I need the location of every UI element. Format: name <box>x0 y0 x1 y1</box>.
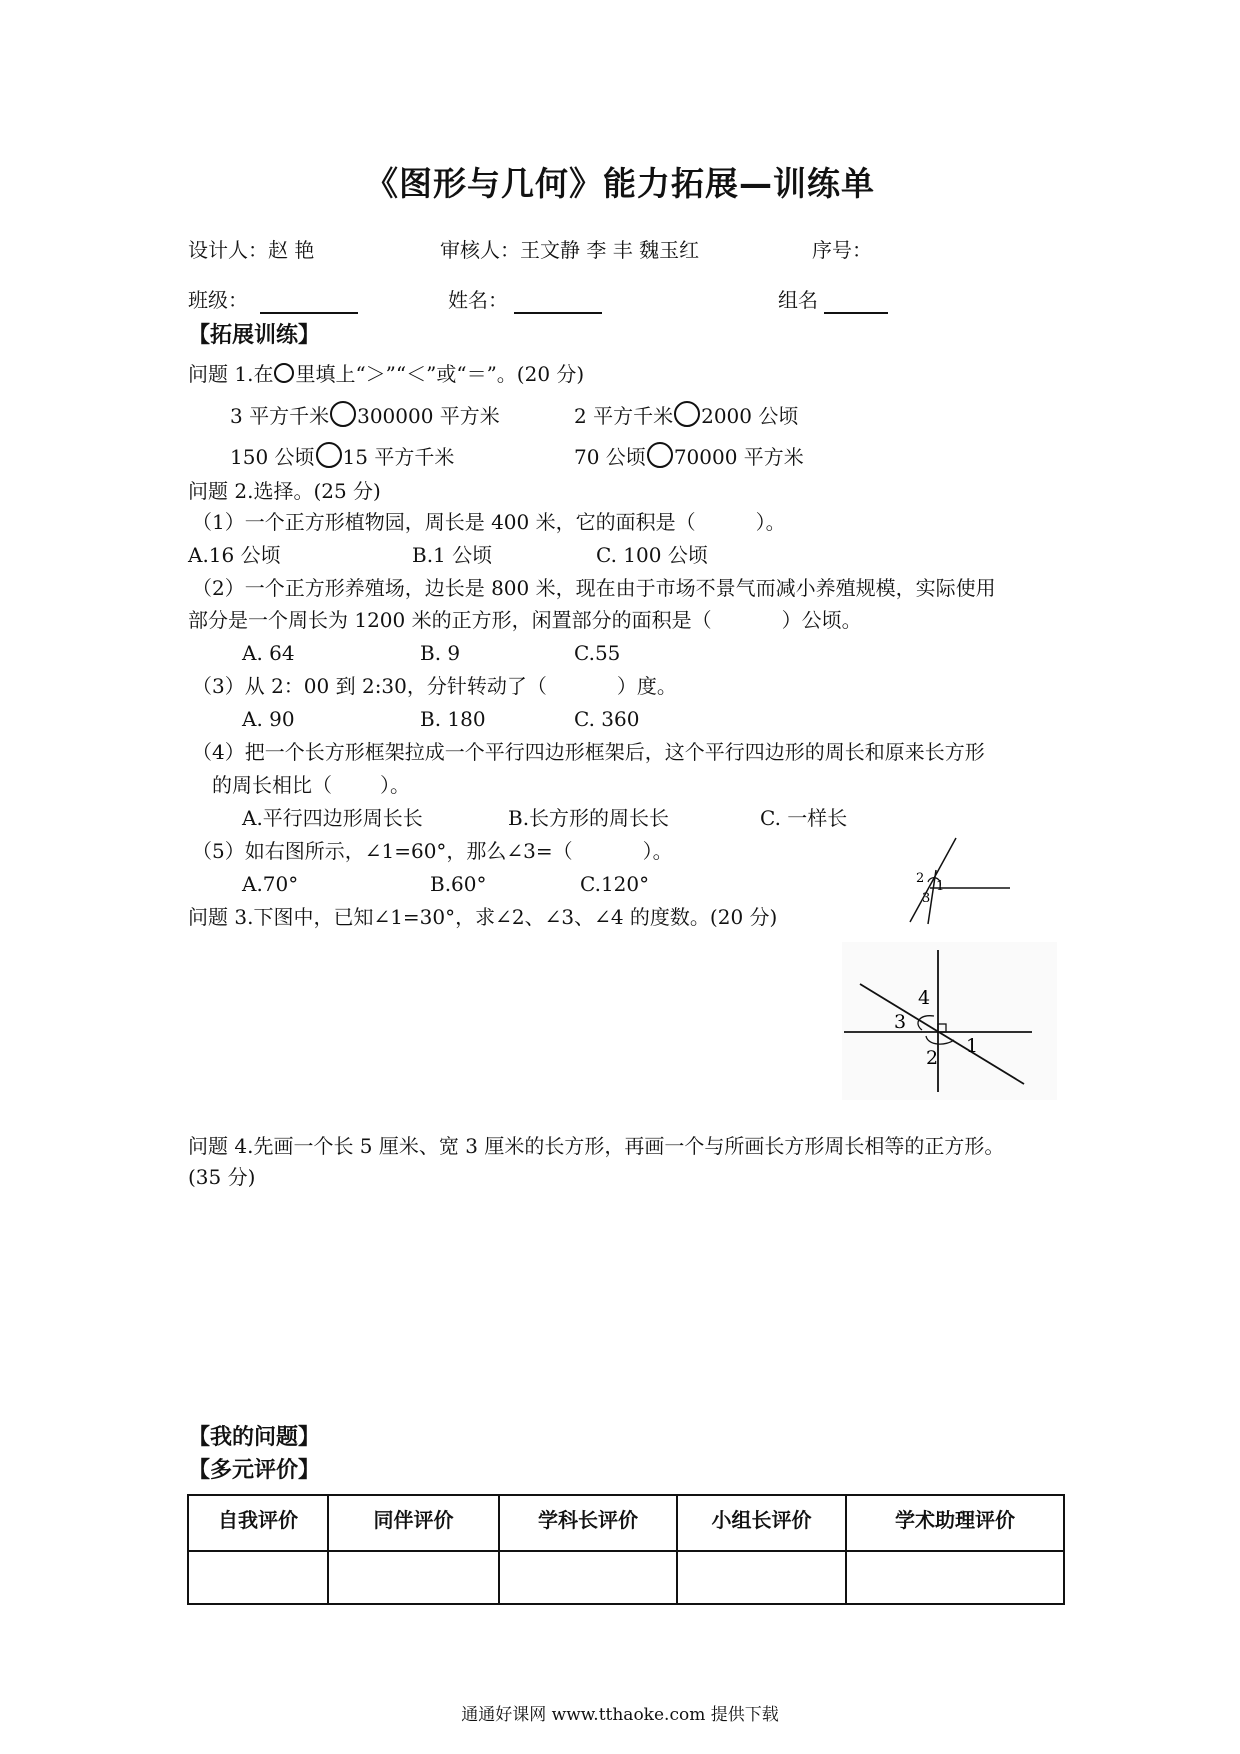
header-subject-lead: 学科长评价 <box>499 1495 677 1551</box>
compare-circle[interactable] <box>330 401 356 427</box>
q2-sub5-option-c[interactable]: C.120° <box>580 872 650 896</box>
name-label: 姓名： <box>448 288 508 312</box>
cell-academic-assistant[interactable] <box>846 1551 1064 1604</box>
group-blank[interactable] <box>824 290 888 314</box>
q4-line1: 问题 4.先画一个长 5 厘米、宽 3 厘米的长方形，再画一个与所画长方形周长相等的正方形。 <box>188 1134 1005 1158</box>
angle-label-4: 4 <box>918 987 931 1009</box>
angle-figure-small <box>900 830 1020 926</box>
group-field[interactable] <box>778 286 888 314</box>
angle-label-2: 2 <box>926 1047 939 1069</box>
cell-subject-lead[interactable] <box>499 1551 677 1604</box>
q2-sub3-option-a[interactable]: A. 90 <box>242 707 295 731</box>
q2-sub1-option-b[interactable]: B.1 公顷 <box>412 543 493 567</box>
q2-sub4-option-b[interactable]: B.长方形的周长长 <box>508 806 670 830</box>
reviewer: 审核人：王文静 李 丰 魏玉红 <box>440 238 700 262</box>
q4-line2: (35 分) <box>188 1165 256 1189</box>
q3-stem: 问题 3.下图中，已知∠1=30°，求∠2、∠3、∠4 的度数。(20 分) <box>188 905 778 929</box>
q2-sub2-option-b[interactable]: B. 9 <box>420 641 461 665</box>
table-row <box>188 1551 1064 1604</box>
name-field[interactable] <box>448 286 602 314</box>
q2-sub1-option-a[interactable]: A.16 公顷 <box>188 543 281 567</box>
angle-figure-q3 <box>842 942 1057 1100</box>
cell-group-lead[interactable] <box>677 1551 846 1604</box>
q2-sub4-line1: （4）把一个长方形框架拉成一个平行四边形框架后，这个平行四边形的周长和原来长方形 <box>192 740 985 764</box>
table-header-row <box>188 1495 1064 1551</box>
q2-sub5-option-b[interactable]: B.60° <box>430 872 487 896</box>
q2-sub2-option-a[interactable]: A. 64 <box>242 641 295 665</box>
q2-sub4-line2: 的周长相比（ ）。 <box>212 773 410 797</box>
angle-label-2: 2 <box>916 871 925 886</box>
q2-sub4-option-c[interactable]: C. 一样长 <box>760 806 848 830</box>
evaluation-title: 【多元评价】 <box>188 1458 321 1483</box>
q2-sub3-option-c[interactable]: C. 360 <box>574 707 640 731</box>
group-label: 组名 <box>778 288 818 312</box>
q2-sub5-option-a[interactable]: A.70° <box>242 872 299 896</box>
q2-sub2-option-c[interactable]: C.55 <box>574 641 621 665</box>
serial-label: 序号： <box>812 238 872 262</box>
class-label: 班级： <box>188 288 248 312</box>
class-field[interactable] <box>188 286 358 314</box>
angle-label-1: 1 <box>936 879 945 894</box>
q2-sub1-option-c[interactable]: C. 100 公顷 <box>596 543 708 567</box>
header-group-lead: 小组长评价 <box>677 1495 846 1551</box>
q2-sub3-option-b[interactable]: B. 180 <box>420 707 486 731</box>
q1-item-1: 3 平方千米 300000 平方米 <box>230 401 500 430</box>
header-academic-assistant: 学术助理评价 <box>846 1495 1064 1551</box>
evaluation-table <box>187 1494 1065 1605</box>
compare-circle[interactable] <box>647 442 673 468</box>
footer-text: 通通好课网 www.tthaoke.com 提供下载 <box>461 1705 779 1725</box>
my-questions-title: 【我的问题】 <box>188 1425 321 1450</box>
q2-sub1: （1）一个正方形植物园，周长是 400 米，它的面积是（ ）。 <box>192 510 786 534</box>
q1-item-4: 70 公顷 70000 平方米 <box>574 442 804 471</box>
angle-label-1: 1 <box>966 1035 979 1057</box>
angle-label-3: 3 <box>894 1011 907 1033</box>
section-title: 【拓展训练】 <box>188 323 321 348</box>
name-blank[interactable] <box>514 290 602 314</box>
q2-sub2-line1: （2）一个正方形养殖场，边长是 800 米，现在由于市场不景气而减小养殖规模，实际使用 <box>192 576 996 600</box>
q1-item-2: 2 平方千米 2000 公顷 <box>574 401 798 430</box>
page-title: 《图形与几何》能力拓展—训练单 <box>365 164 875 203</box>
header-peer: 同伴评价 <box>328 1495 499 1551</box>
q1-item-3: 150 公顷 15 平方千米 <box>230 442 454 471</box>
q2-stem: 问题 2.选择。(25 分) <box>188 479 381 503</box>
q2-sub3: （3）从 2：00 到 2:30，分针转动了（ ）度。 <box>192 674 677 698</box>
compare-circle[interactable] <box>316 442 342 468</box>
figure-background <box>842 942 1057 1100</box>
cell-self[interactable] <box>188 1551 328 1604</box>
angle-label-3: 3 <box>922 891 931 906</box>
q2-sub5: （5）如右图所示，∠1=60°，那么∠3=（ ）。 <box>192 839 673 863</box>
class-blank[interactable] <box>260 290 358 314</box>
cell-peer[interactable] <box>328 1551 499 1604</box>
q2-sub4-option-a[interactable]: A.平行四边形周长长 <box>242 806 423 830</box>
q1-stem: 问题 1.在 里填上“＞”“＜”或“＝”。(20 分) <box>188 362 585 386</box>
header-self: 自我评价 <box>188 1495 328 1551</box>
compare-circle[interactable] <box>674 401 700 427</box>
q2-sub2-line2: 部分是一个周长为 1200 米的正方形，闲置部分的面积是（ ）公顷。 <box>188 608 862 632</box>
circle-icon <box>274 363 294 383</box>
designer: 设计人：赵 艳 <box>188 238 315 262</box>
